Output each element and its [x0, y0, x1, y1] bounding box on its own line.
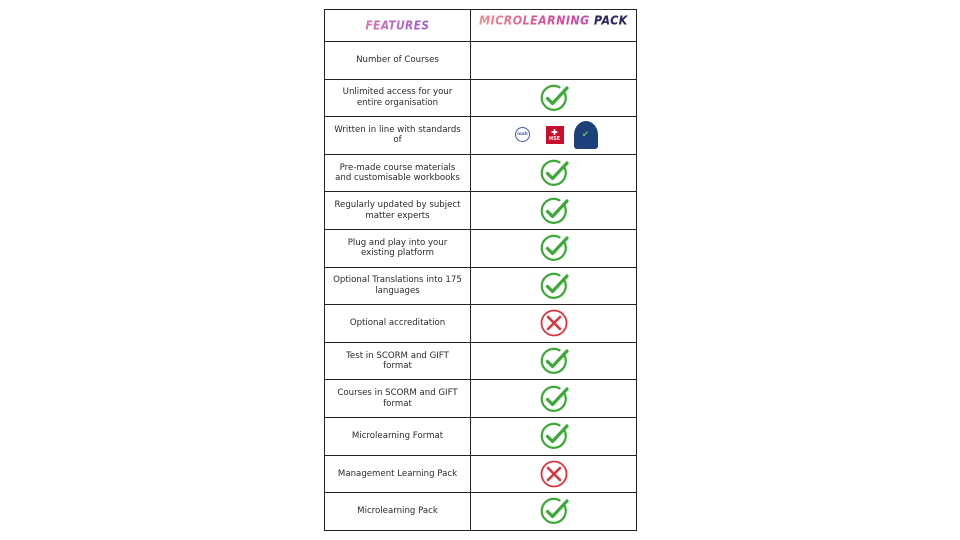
feature-label: Written in line with standards of — [334, 124, 461, 146]
features-header: FEATURES — [365, 18, 430, 33]
feature-cell — [325, 343, 471, 380]
pack-header-cell — [471, 10, 637, 41]
value-cell — [471, 117, 637, 154]
red-cross-icon — [539, 308, 569, 338]
red-cross-icon — [539, 459, 569, 489]
value-cell — [471, 230, 637, 267]
feature-label: Microlearning Format — [351, 430, 444, 441]
feature-cell — [325, 80, 471, 117]
value-cell — [471, 192, 637, 229]
feature-label: Regularly updated by subject matter experts — [334, 200, 461, 221]
value-cell — [471, 456, 637, 493]
pack-header-part1: MICROLEARNING — [479, 13, 590, 28]
green-check-icon — [539, 384, 569, 414]
feature-label: Unlimited access for your entire organisation — [342, 87, 453, 108]
feature-label: Optional accreditation — [349, 318, 446, 329]
table-row — [325, 230, 637, 268]
feature-label: Pre-made course materials and customisable workbooks — [335, 162, 460, 184]
microlearning-pack-header — [479, 13, 628, 28]
value-cell — [471, 305, 637, 342]
feature-cell — [325, 380, 471, 417]
table-header-row — [325, 10, 637, 42]
value-cell — [471, 493, 637, 530]
value-cell — [471, 42, 637, 79]
table-row — [325, 268, 637, 306]
certified-badge-icon: ✔ — [574, 121, 598, 149]
green-check-icon — [539, 496, 569, 526]
table-row — [325, 80, 637, 118]
feature-cell — [325, 418, 471, 455]
green-check-icon — [539, 233, 569, 263]
feature-label: Number of Courses — [356, 55, 439, 66]
feature-cell — [325, 268, 471, 305]
feature-label: Optional Translations into 175 languages — [333, 275, 462, 296]
iosh-logo: iosh — [510, 127, 536, 143]
table-row — [325, 117, 637, 155]
table-row — [325, 418, 637, 456]
feature-label: Plug and play into your existing platform — [347, 237, 448, 259]
table-row — [325, 155, 637, 193]
feature-cell — [325, 155, 471, 192]
table-row — [325, 305, 637, 343]
feature-cell — [325, 117, 471, 154]
feature-cell — [325, 456, 471, 493]
table-row — [325, 192, 637, 230]
feature-cell — [325, 192, 471, 229]
hse-logo: ✚ HSE — [546, 126, 564, 144]
green-check-icon — [539, 196, 569, 226]
feature-cell — [325, 230, 471, 267]
table-row — [325, 493, 637, 531]
standards-logos — [510, 121, 598, 149]
value-cell — [471, 80, 637, 117]
feature-label: Management Learning Pack — [337, 468, 458, 479]
value-cell — [471, 380, 637, 417]
table-row — [325, 456, 637, 494]
features-header-cell — [325, 10, 471, 41]
table-row — [325, 42, 637, 80]
feature-cell — [325, 42, 471, 79]
value-cell — [471, 155, 637, 192]
table-row — [325, 380, 637, 418]
feature-label: Test in SCORM and GIFT format — [346, 350, 449, 372]
green-check-icon — [539, 158, 569, 188]
green-check-icon — [539, 83, 569, 113]
value-cell — [471, 418, 637, 455]
pack-header-part2: PACK — [594, 13, 628, 28]
feature-label: Courses in SCORM and GIFT format — [337, 388, 458, 409]
feature-cell — [325, 493, 471, 530]
feature-label: Microlearning Pack — [357, 506, 438, 517]
green-check-icon — [539, 346, 569, 376]
green-check-icon — [539, 421, 569, 451]
green-check-icon — [539, 271, 569, 301]
feature-cell — [325, 305, 471, 342]
value-cell — [471, 268, 637, 305]
comparison-table — [324, 9, 637, 531]
table-row — [325, 343, 637, 381]
value-cell — [471, 343, 637, 380]
